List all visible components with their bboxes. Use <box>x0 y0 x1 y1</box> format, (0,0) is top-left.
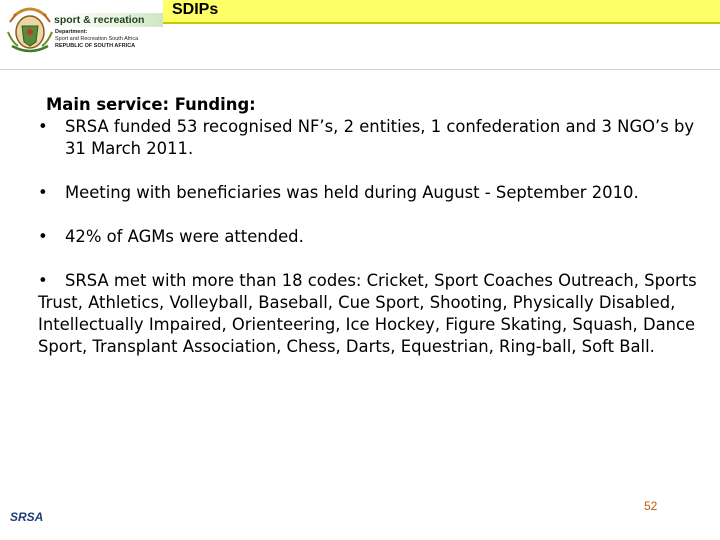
brand-name: sport & recreation <box>54 14 145 26</box>
section-heading: Main service: Funding: <box>46 95 256 114</box>
bullet-item <box>30 116 700 160</box>
header-bottom-divider <box>0 69 720 70</box>
slide-header <box>0 0 720 70</box>
department-line: Department: <box>55 29 88 35</box>
slide-title: SDIPs <box>172 1 219 18</box>
bullet-text: 42% of AGMs were attended. <box>65 227 304 246</box>
srsa-logo <box>4 0 164 60</box>
coat-of-arms-icon <box>4 2 56 58</box>
slide-body <box>30 94 700 358</box>
title-bar <box>163 0 720 22</box>
bullet-icon: • <box>38 271 48 290</box>
bullet-item <box>30 226 700 248</box>
department-text <box>55 29 163 50</box>
page-number: 52 <box>644 499 658 513</box>
bullet-icon: • <box>38 117 48 136</box>
bullet-text: SRSA met with more than 18 codes: Cricket, Sport Coaches Outreach, Sports Trust, Athletics, Volleyball, Baseball, Cue Sport, Shooting, Physically Disabled, Intellectually Impaired, Orienteering, Ice Hockey, Figure Skating, Squash, Dance Sport, Transplant Association, Chess, Darts, Equestrian, Ring-ball, Soft Ball. <box>38 271 697 356</box>
department-line: Sport and Recreation South Africa <box>55 36 139 42</box>
department-line: REPUBLIC OF SOUTH AFRICA <box>55 43 136 49</box>
bullet-item <box>30 182 700 204</box>
bullet-text: SRSA funded 53 recognised NF’s, 2 entities, 1 confederation and 3 NGO’s by 31 March 2011. <box>65 117 695 158</box>
bullet-item <box>30 270 700 358</box>
bullet-text: Meeting with beneficiaries was held during August - September 2010. <box>65 183 639 202</box>
header-divider <box>163 22 720 24</box>
bullet-icon: • <box>38 183 48 202</box>
footer-label: SRSA <box>10 510 44 524</box>
bullet-icon: • <box>38 227 48 246</box>
